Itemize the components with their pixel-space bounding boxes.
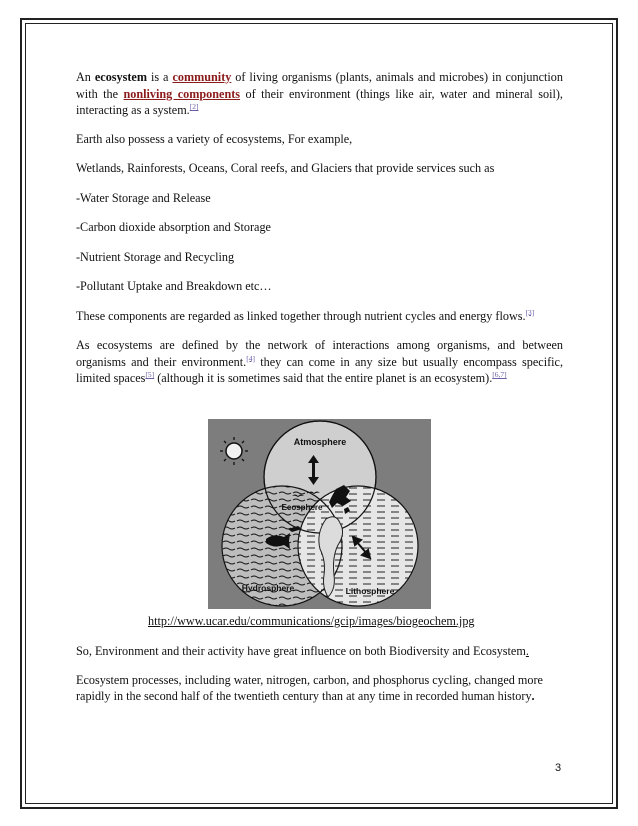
- service-item: -Nutrient Storage and Recycling: [76, 249, 235, 264]
- link-community[interactable]: community: [172, 70, 232, 84]
- paragraph-examples: Wetlands, Rainforests, Oceans, Coral reefs, and Glaciers that provide services such as: [76, 161, 495, 175]
- service-item: -Water Storage and Release: [76, 190, 211, 205]
- page-number: 3: [555, 762, 562, 774]
- service-item: -Carbon dioxide absorption and Storage: [76, 220, 271, 234]
- figure-caption-link[interactable]: http://www.ucar.edu/communications/gcip/images/biogeochem.jpg: [148, 614, 475, 628]
- paragraph-variety: Earth also possess a variety of ecosystems, For example,: [76, 131, 353, 146]
- lithosphere-label: Lithosphere: [345, 586, 395, 596]
- text: So, Environment and their activity have great influence on both Biodiversity and Ecosystem: [76, 644, 526, 658]
- citation-link[interactable]: [4]: [246, 353, 255, 363]
- paragraph-influence: [76, 643, 563, 660]
- hydrosphere-label: Hydrosphere: [241, 583, 295, 593]
- service-item: -Pollutant Uptake and Breakdown etc…: [76, 279, 272, 293]
- text: As ecosystems are defined by the network of interactions among organisms, and between organisms and their environment.: [76, 338, 563, 369]
- text: (although it is sometimes said that the entire planet is an ecosystem).: [154, 371, 493, 385]
- citation-link[interactable]: [2]: [189, 101, 199, 111]
- paragraph-components: [76, 308, 563, 325]
- text: is a: [147, 70, 173, 84]
- text: These components are regarded as linked together through nutrient cycles and energy flows.: [76, 308, 526, 323]
- text: of their environment (things like air, water and mineral soil), interacting as a system.: [76, 86, 563, 117]
- venn-diagram: [208, 419, 431, 609]
- text: of living organisms (plants, animals and microbes) in conjunction with the: [76, 70, 563, 101]
- text: Ecosystem processes, including water, nitrogen, carbon, and phosphorus cycling, changed more rapidly in the second half of the twentieth century than at any time in recorded human history: [76, 672, 543, 703]
- term-ecosystem: ecosystem: [94, 70, 147, 84]
- body-text-bottom: [76, 643, 563, 717]
- paragraph-processes: [76, 672, 563, 705]
- link-nonliving-components[interactable]: nonliving components: [123, 86, 241, 101]
- citation-link[interactable]: [5]: [145, 369, 155, 379]
- ecosphere-label: Ecosphere: [281, 503, 323, 512]
- text: .: [525, 644, 529, 658]
- text: An: [76, 70, 95, 84]
- text: .: [531, 689, 535, 703]
- paragraph-defined: [76, 337, 563, 387]
- paragraph-ecosystem-definition: [76, 69, 563, 119]
- citation-link[interactable]: [3]: [525, 307, 535, 317]
- atmosphere-label: Atmosphere: [293, 437, 347, 447]
- citation-link[interactable]: [6,7]: [492, 369, 507, 379]
- body-text-top: [76, 69, 563, 399]
- text: they can come in any size but usually encompass specific, limited spaces: [76, 354, 563, 385]
- biogeochemistry-figure: [208, 419, 431, 609]
